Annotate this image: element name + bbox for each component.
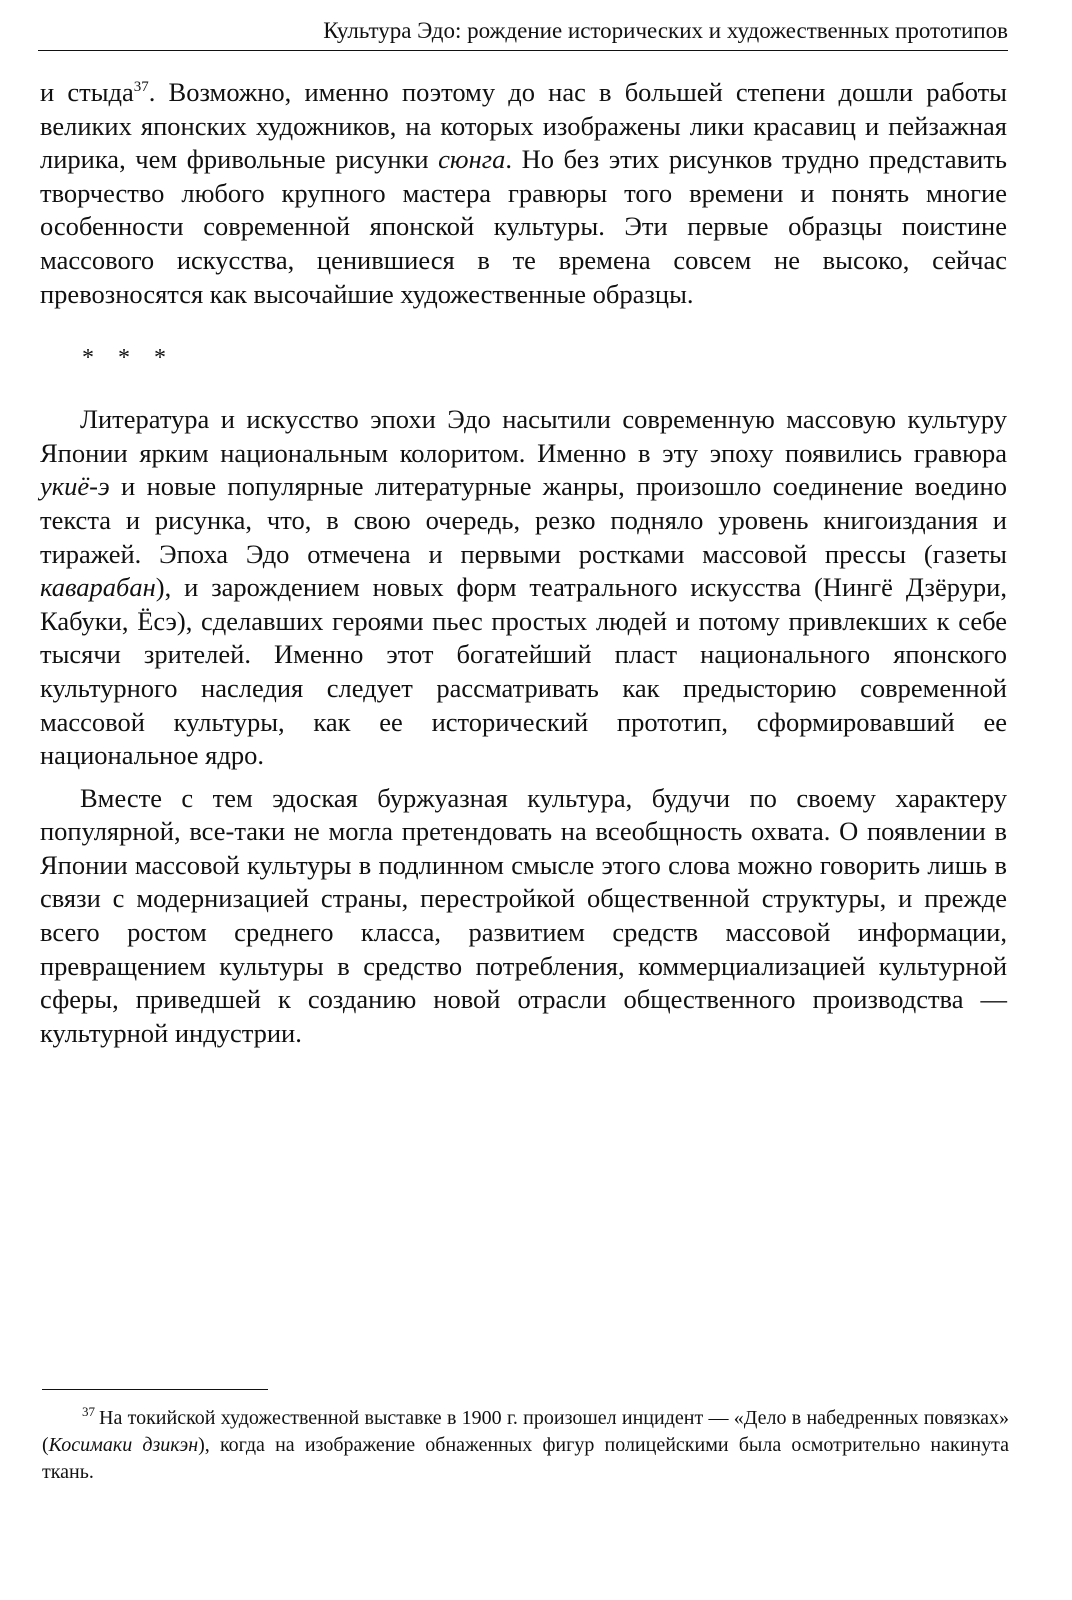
separator-star: *: [118, 345, 132, 372]
section-separator: [82, 343, 1007, 373]
footnote-reference[interactable]: 37: [133, 79, 149, 96]
separator-star: *: [154, 345, 168, 372]
main-text: [40, 76, 1007, 1050]
paragraph-edo-literature: [40, 403, 1007, 773]
paragraph-bourgeois-culture: [40, 782, 1007, 1051]
text-segment: ), когда на изображение обнаженных фигур полицейскими была осмотрительно накинута ткань.: [42, 1434, 1009, 1483]
italic-term-ukiyo-e: укиё-э: [40, 471, 110, 502]
footnote-37: [42, 1405, 1009, 1486]
running-header: Культура Эдо: рождение исторических и художественных прототипов: [323, 18, 1008, 43]
header-rule: [38, 50, 1008, 51]
text-segment: На токийской художественной выставке в 1900 г. произошел инцидент — «Дело в набедренных повязках» (: [42, 1407, 1009, 1456]
italic-term-koshimaki-jiken: Косимаки дзикэн: [48, 1434, 199, 1456]
italic-term-kawaraban: каварабан: [40, 572, 156, 603]
text-segment: и стыда: [40, 77, 134, 107]
text-segment: и новые популярные литературные жанры, произошло соединение воедино текста и рисунка, что, в свою очередь, резко подняло уровень книгоиздания и тиражей. Эпоха Эдо отмечена и первыми ростками массовой прессы (газеты: [40, 471, 1007, 569]
paragraph-continued: [40, 76, 1007, 311]
text-segment: Вместе с тем эдоская буржуазная культура, будучи по своему характеру популярной, все-таки не могла претендовать на всеобщность охвата. О появлении в Японии массовой культуры в подлинном смысле этого слова можно говорить лишь в связи с модернизацией страны, перестройкой общественной структуры, и прежде всего ростом среднего класса, развитием средств массовой информации, превращением культуры в средство потребления, коммерциализацией культурной сферы, приведшей к созданию новой отрасли общественного производства — культурной индустрии.: [40, 782, 1007, 1048]
footnote-number: 37: [82, 1404, 95, 1420]
text-segment: Литература и искусство эпохи Эдо насытили современную массовую культуру Японии ярким национальным колоритом. Именно в эту эпоху появились гравюра: [40, 404, 1007, 468]
footnote-rule: [42, 1389, 268, 1390]
text-segment: ), и зарождением новых форм театрального искусства (Нингё Дзёрури, Кабуки, Ёсэ), сделавших героями пьес простых людей и потому привлекших к себе тысячи зрителей. Именно этот богатейший пласт национального японского культурного наследия следует рассматривать как предысторию современной массовой культуры, как ее исторический прототип, сформировавший ее национальное ядро.: [40, 572, 1007, 771]
text-segment: . Но без этих рисунков трудно представить творчество любого крупного мастера гравюры того времени и понять многие особенности современной японской культуры. Эти первые образцы поистине массового искусства, ценившиеся в те времена совсем не высоко, сейчас превозносятся как высочайшие художественные образцы.: [40, 144, 1007, 309]
separator-star: *: [82, 345, 96, 372]
italic-term-shunga: сюнга: [438, 144, 506, 175]
text-segment: . Возможно, именно поэтому до нас в большей степени дошли работы великих японских художников, на которых изображены лики красавиц и пейзажная лирика, чем фривольные рисунки: [40, 77, 1007, 175]
